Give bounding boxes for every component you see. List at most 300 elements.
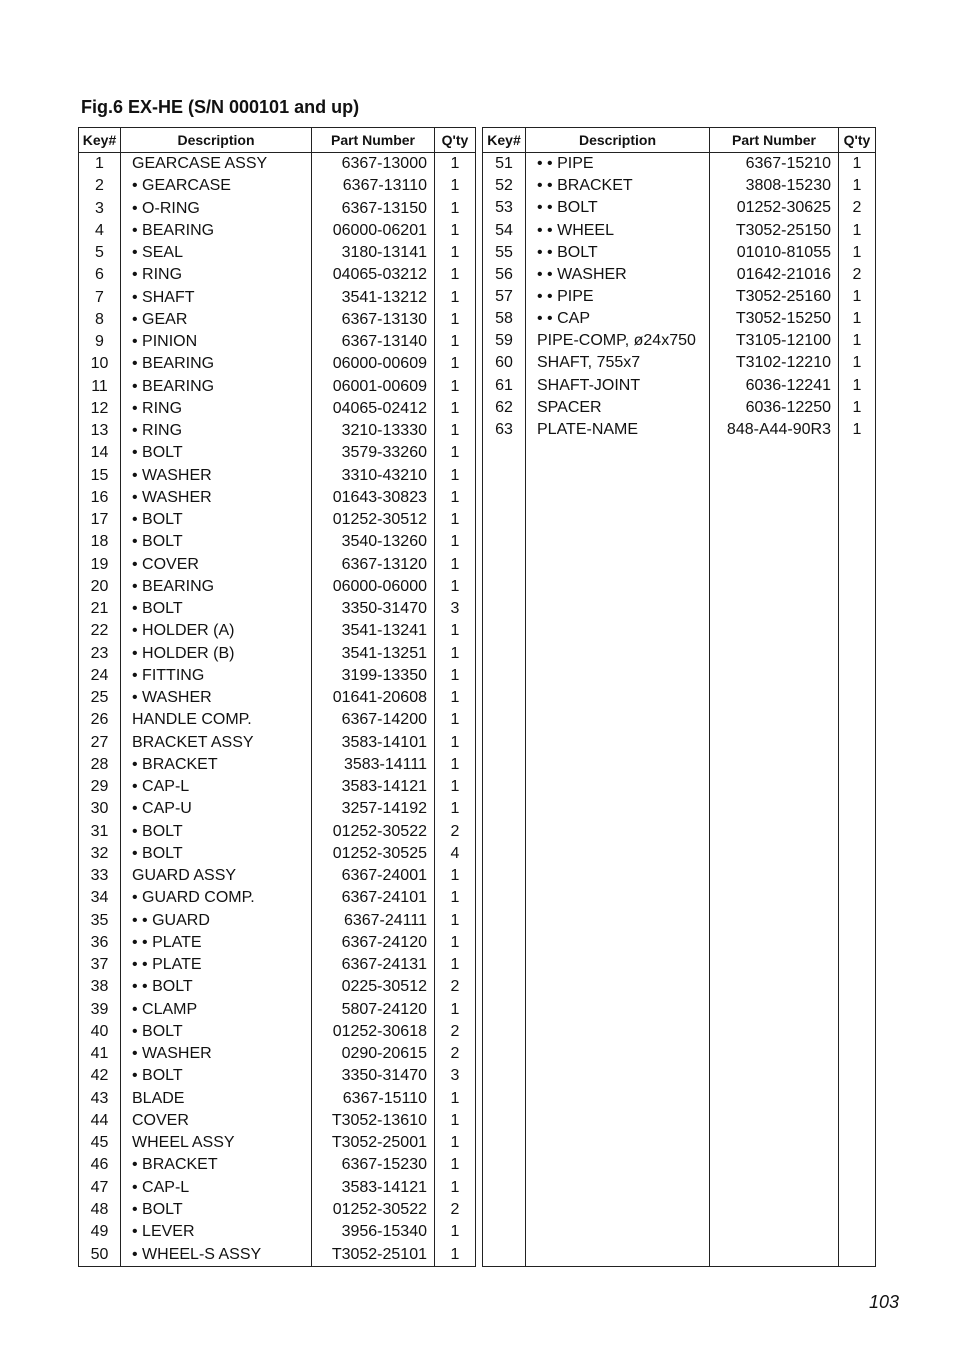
key-cell: 28 <box>79 754 121 776</box>
table-row <box>79 198 476 220</box>
part-number-cell: 0290-20615 <box>312 1043 435 1065</box>
key-cell: 58 <box>483 308 526 330</box>
description-cell: GUARD ASSY <box>121 865 312 887</box>
key-cell: 50 <box>79 1243 121 1266</box>
description-cell: • BOLT <box>121 1065 312 1087</box>
qty-cell: 2 <box>839 197 876 219</box>
description-cell: • • PLATE <box>121 954 312 976</box>
empty-filler-row <box>483 441 876 1266</box>
table-row <box>79 576 476 598</box>
part-number-cell: 848-A44-90R3 <box>710 419 839 441</box>
qty-cell: 1 <box>839 153 876 176</box>
key-cell: 53 <box>483 197 526 219</box>
key-cell: 17 <box>79 509 121 531</box>
table-row <box>79 687 476 709</box>
qty-cell: 1 <box>435 1243 476 1266</box>
part-number-cell: 3808-15230 <box>710 175 839 197</box>
key-cell: 1 <box>79 153 121 176</box>
part-number-cell: 6036-12241 <box>710 375 839 397</box>
table-row <box>79 1110 476 1132</box>
key-cell: 7 <box>79 287 121 309</box>
table-row <box>79 598 476 620</box>
part-number-cell: 3583-14111 <box>312 754 435 776</box>
parts-table-left <box>78 127 476 1267</box>
part-number-cell: 06000-06201 <box>312 220 435 242</box>
header-part-number: Part Number <box>312 128 435 153</box>
table-row <box>79 732 476 754</box>
key-cell: 5 <box>79 242 121 264</box>
part-number-cell: 01252-30512 <box>312 509 435 531</box>
part-number-cell: 6367-13120 <box>312 554 435 576</box>
qty-cell: 1 <box>435 620 476 642</box>
key-cell: 49 <box>79 1221 121 1243</box>
key-cell: 15 <box>79 465 121 487</box>
qty-cell: 1 <box>839 219 876 241</box>
qty-cell: 1 <box>435 665 476 687</box>
part-number-cell: 6367-24131 <box>312 954 435 976</box>
key-cell: 24 <box>79 665 121 687</box>
description-cell: • BOLT <box>121 509 312 531</box>
description-cell: • BEARING <box>121 576 312 598</box>
description-cell: BLADE <box>121 1088 312 1110</box>
part-number-cell: 3210-13330 <box>312 420 435 442</box>
description-cell: • • GUARD <box>121 910 312 932</box>
table-row <box>79 531 476 553</box>
qty-cell: 1 <box>839 330 876 352</box>
description-cell: COVER <box>121 1110 312 1132</box>
table-row <box>79 242 476 264</box>
key-cell: 55 <box>483 242 526 264</box>
table-row <box>79 754 476 776</box>
part-number-cell: 01252-30618 <box>312 1021 435 1043</box>
part-number-cell: 3199-13350 <box>312 665 435 687</box>
description-cell: SHAFT-JOINT <box>526 375 710 397</box>
header-key: Key# <box>79 128 121 153</box>
key-cell: 47 <box>79 1177 121 1199</box>
key-cell: 8 <box>79 309 121 331</box>
key-cell: 41 <box>79 1043 121 1065</box>
table-row <box>79 843 476 865</box>
part-number-cell: 01641-20608 <box>312 687 435 709</box>
part-number-cell: 01643-30823 <box>312 487 435 509</box>
part-number-cell: 3350-31470 <box>312 1065 435 1087</box>
qty-cell: 1 <box>435 1221 476 1243</box>
qty-cell: 1 <box>435 398 476 420</box>
key-cell: 61 <box>483 375 526 397</box>
qty-cell: 1 <box>435 309 476 331</box>
description-cell: • WHEEL-S ASSY <box>121 1243 312 1266</box>
key-cell: 33 <box>79 865 121 887</box>
part-number-cell: 01252-30525 <box>312 843 435 865</box>
description-cell: • WASHER <box>121 1043 312 1065</box>
part-number-cell: 3579-33260 <box>312 442 435 464</box>
key-cell: 4 <box>79 220 121 242</box>
part-number-cell: 01252-30625 <box>710 197 839 219</box>
table-row <box>79 1177 476 1199</box>
qty-cell: 3 <box>435 1065 476 1087</box>
qty-cell: 4 <box>435 843 476 865</box>
part-number-cell: T3105-12100 <box>710 330 839 352</box>
table-row <box>79 954 476 976</box>
key-cell: 62 <box>483 397 526 419</box>
key-cell: 19 <box>79 554 121 576</box>
description-cell: • BEARING <box>121 376 312 398</box>
part-number-cell: 6367-13000 <box>312 153 435 176</box>
key-cell: 18 <box>79 531 121 553</box>
qty-cell: 1 <box>839 419 876 441</box>
qty-cell: 1 <box>435 999 476 1021</box>
qty-cell: 1 <box>435 353 476 375</box>
table-row <box>79 620 476 642</box>
table-row <box>79 999 476 1021</box>
description-cell: • BOLT <box>121 843 312 865</box>
description-cell: PIPE-COMP, ø24x750 <box>526 330 710 352</box>
key-cell: 59 <box>483 330 526 352</box>
key-cell: 54 <box>483 219 526 241</box>
empty-cell <box>710 441 839 1266</box>
qty-cell: 1 <box>435 153 476 176</box>
key-cell: 42 <box>79 1065 121 1087</box>
description-cell: • BOLT <box>121 1199 312 1221</box>
description-cell: • BOLT <box>121 1021 312 1043</box>
description-cell: BRACKET ASSY <box>121 732 312 754</box>
qty-cell: 1 <box>435 954 476 976</box>
part-number-cell: 6367-15230 <box>312 1154 435 1176</box>
description-cell: • COVER <box>121 554 312 576</box>
key-cell: 48 <box>79 1199 121 1221</box>
key-cell: 46 <box>79 1154 121 1176</box>
table-row <box>79 509 476 531</box>
header-part-number: Part Number <box>710 128 839 153</box>
part-number-cell: 6367-13130 <box>312 309 435 331</box>
qty-cell: 2 <box>435 1021 476 1043</box>
part-number-cell: T3102-12210 <box>710 352 839 374</box>
key-cell: 60 <box>483 352 526 374</box>
qty-cell: 1 <box>435 1132 476 1154</box>
table-row <box>79 442 476 464</box>
key-cell: 6 <box>79 264 121 286</box>
key-cell: 31 <box>79 821 121 843</box>
key-cell: 44 <box>79 1110 121 1132</box>
part-number-cell: 04065-03212 <box>312 264 435 286</box>
table-row <box>483 264 876 286</box>
description-cell: • • BOLT <box>121 976 312 998</box>
qty-cell: 1 <box>435 554 476 576</box>
description-cell: • GEAR <box>121 309 312 331</box>
description-cell: PLATE-NAME <box>526 419 710 441</box>
empty-cell <box>839 441 876 1266</box>
qty-cell: 1 <box>839 397 876 419</box>
qty-cell: 1 <box>435 732 476 754</box>
qty-cell: 1 <box>435 910 476 932</box>
table-row <box>79 910 476 932</box>
part-number-cell: 6367-13140 <box>312 331 435 353</box>
table-row <box>483 197 876 219</box>
description-cell: • HOLDER (A) <box>121 620 312 642</box>
part-number-cell: 5807-24120 <box>312 999 435 1021</box>
part-number-cell: 6367-24101 <box>312 887 435 909</box>
qty-cell: 1 <box>435 1177 476 1199</box>
parts-table-right <box>482 127 876 1267</box>
page-number: 103 <box>869 1292 900 1312</box>
qty-cell: 1 <box>435 376 476 398</box>
description-cell: • BRACKET <box>121 1154 312 1176</box>
key-cell: 20 <box>79 576 121 598</box>
description-cell: • CLAMP <box>121 999 312 1021</box>
description-cell: SHAFT, 755x7 <box>526 352 710 374</box>
empty-cell <box>526 441 710 1266</box>
table-row <box>79 887 476 909</box>
description-cell: • BRACKET <box>121 754 312 776</box>
table-row <box>79 1088 476 1110</box>
part-number-cell: 01642-21016 <box>710 264 839 286</box>
description-cell: • • CAP <box>526 308 710 330</box>
key-cell: 21 <box>79 598 121 620</box>
part-number-cell: 3583-14101 <box>312 732 435 754</box>
key-cell: 34 <box>79 887 121 909</box>
qty-cell: 1 <box>435 198 476 220</box>
description-cell: • FITTING <box>121 665 312 687</box>
qty-cell: 1 <box>435 932 476 954</box>
table-row <box>79 554 476 576</box>
table-row <box>483 330 876 352</box>
qty-cell: 1 <box>435 287 476 309</box>
header-description: Description <box>121 128 312 153</box>
part-number-cell: 6367-13110 <box>312 175 435 197</box>
description-cell: • • WHEEL <box>526 219 710 241</box>
part-number-cell: 3583-14121 <box>312 1177 435 1199</box>
description-cell: • SEAL <box>121 242 312 264</box>
key-cell: 30 <box>79 798 121 820</box>
part-number-cell: T3052-15250 <box>710 308 839 330</box>
table-row <box>79 287 476 309</box>
description-cell: • BEARING <box>121 353 312 375</box>
description-cell: • • PLATE <box>121 932 312 954</box>
key-cell: 39 <box>79 999 121 1021</box>
table-row <box>79 1021 476 1043</box>
part-number-cell: 3540-13260 <box>312 531 435 553</box>
table-row <box>79 643 476 665</box>
table-row <box>483 286 876 308</box>
table-row <box>79 821 476 843</box>
table-row <box>79 865 476 887</box>
table-row <box>79 798 476 820</box>
key-cell: 37 <box>79 954 121 976</box>
table-row <box>79 1132 476 1154</box>
qty-cell: 1 <box>435 776 476 798</box>
table-row <box>79 1199 476 1221</box>
key-cell: 27 <box>79 732 121 754</box>
description-cell: • • BOLT <box>526 197 710 219</box>
part-number-cell: 6036-12250 <box>710 397 839 419</box>
key-cell: 40 <box>79 1021 121 1043</box>
table-row <box>79 1065 476 1087</box>
key-cell: 57 <box>483 286 526 308</box>
table-row <box>483 352 876 374</box>
qty-cell: 1 <box>435 509 476 531</box>
description-cell: GEARCASE ASSY <box>121 153 312 176</box>
part-number-cell: 3350-31470 <box>312 598 435 620</box>
description-cell: • BOLT <box>121 442 312 464</box>
description-cell: • GEARCASE <box>121 175 312 197</box>
header-row <box>483 128 876 153</box>
key-cell: 63 <box>483 419 526 441</box>
table-row <box>483 375 876 397</box>
description-cell: • BOLT <box>121 598 312 620</box>
description-cell: • • PIPE <box>526 286 710 308</box>
qty-cell: 1 <box>839 308 876 330</box>
part-number-cell: T3052-13610 <box>312 1110 435 1132</box>
qty-cell: 2 <box>435 1043 476 1065</box>
table-row <box>79 376 476 398</box>
key-cell: 3 <box>79 198 121 220</box>
empty-cell <box>483 441 526 1266</box>
part-number-cell: T3052-25101 <box>312 1243 435 1266</box>
qty-cell: 2 <box>435 821 476 843</box>
qty-cell: 1 <box>435 576 476 598</box>
description-cell: • • BRACKET <box>526 175 710 197</box>
qty-cell: 1 <box>435 531 476 553</box>
table-row <box>79 153 476 176</box>
header-row <box>79 128 476 153</box>
key-cell: 43 <box>79 1088 121 1110</box>
part-number-cell: 3257-14192 <box>312 798 435 820</box>
header-qty: Q'ty <box>435 128 476 153</box>
qty-cell: 1 <box>435 887 476 909</box>
header-key: Key# <box>483 128 526 153</box>
qty-cell: 1 <box>435 487 476 509</box>
qty-cell: 1 <box>435 442 476 464</box>
table-row <box>79 1043 476 1065</box>
part-number-cell: 6367-15110 <box>312 1088 435 1110</box>
qty-cell: 1 <box>435 754 476 776</box>
qty-cell: 1 <box>435 865 476 887</box>
table-row <box>483 219 876 241</box>
part-number-cell: 3541-13212 <box>312 287 435 309</box>
qty-cell: 1 <box>435 175 476 197</box>
part-number-cell: 6367-14200 <box>312 709 435 731</box>
description-cell: • WASHER <box>121 687 312 709</box>
qty-cell: 1 <box>839 286 876 308</box>
part-number-cell: 3541-13251 <box>312 643 435 665</box>
description-cell: • CAP-U <box>121 798 312 820</box>
part-number-cell: 3180-13141 <box>312 242 435 264</box>
key-cell: 12 <box>79 398 121 420</box>
part-number-cell: T3052-25001 <box>312 1132 435 1154</box>
qty-cell: 3 <box>435 598 476 620</box>
key-cell: 14 <box>79 442 121 464</box>
part-number-cell: 01010-81055 <box>710 242 839 264</box>
table-row <box>79 220 476 242</box>
table-row <box>79 1243 476 1266</box>
key-cell: 26 <box>79 709 121 731</box>
table-row <box>79 487 476 509</box>
qty-cell: 2 <box>839 264 876 286</box>
part-number-cell: 04065-02412 <box>312 398 435 420</box>
header-description: Description <box>526 128 710 153</box>
description-cell: • O-RING <box>121 198 312 220</box>
part-number-cell: 3310-43210 <box>312 465 435 487</box>
table-row <box>79 264 476 286</box>
table-row <box>79 1154 476 1176</box>
key-cell: 36 <box>79 932 121 954</box>
table-row <box>79 353 476 375</box>
description-cell: • WASHER <box>121 465 312 487</box>
part-number-cell: 06001-00609 <box>312 376 435 398</box>
part-number-cell: 6367-24111 <box>312 910 435 932</box>
part-number-cell: T3052-25150 <box>710 219 839 241</box>
table-row <box>79 932 476 954</box>
qty-cell: 1 <box>435 220 476 242</box>
description-cell: • RING <box>121 264 312 286</box>
table-row <box>79 331 476 353</box>
key-cell: 23 <box>79 643 121 665</box>
description-cell: HANDLE COMP. <box>121 709 312 731</box>
qty-cell: 2 <box>435 1199 476 1221</box>
description-cell: • RING <box>121 398 312 420</box>
key-cell: 22 <box>79 620 121 642</box>
qty-cell: 1 <box>435 242 476 264</box>
qty-cell: 1 <box>839 175 876 197</box>
key-cell: 13 <box>79 420 121 442</box>
description-cell: • • WASHER <box>526 264 710 286</box>
part-number-cell: T3052-25160 <box>710 286 839 308</box>
part-number-cell: 6367-24120 <box>312 932 435 954</box>
table-row <box>483 397 876 419</box>
description-cell: • BOLT <box>121 821 312 843</box>
table-row <box>483 153 876 176</box>
qty-cell: 1 <box>435 1110 476 1132</box>
description-cell: • BOLT <box>121 531 312 553</box>
table-row <box>79 398 476 420</box>
key-cell: 11 <box>79 376 121 398</box>
description-cell: • HOLDER (B) <box>121 643 312 665</box>
description-cell: • GUARD COMP. <box>121 887 312 909</box>
header-qty: Q'ty <box>839 128 876 153</box>
table-row <box>483 419 876 441</box>
qty-cell: 2 <box>435 976 476 998</box>
description-cell: • WASHER <box>121 487 312 509</box>
part-number-cell: 01252-30522 <box>312 821 435 843</box>
table-row <box>483 242 876 264</box>
part-number-cell: 0225-30512 <box>312 976 435 998</box>
qty-cell: 1 <box>839 375 876 397</box>
key-cell: 16 <box>79 487 121 509</box>
description-cell: • CAP-L <box>121 776 312 798</box>
description-cell: • PINION <box>121 331 312 353</box>
table-row <box>483 175 876 197</box>
table-row <box>79 465 476 487</box>
qty-cell: 1 <box>435 643 476 665</box>
table-row <box>79 776 476 798</box>
description-cell: • BEARING <box>121 220 312 242</box>
description-cell: • RING <box>121 420 312 442</box>
part-number-cell: 6367-15210 <box>710 153 839 176</box>
page-title: Fig.6 EX-HE (S/N 000101 and up) <box>81 97 360 117</box>
key-cell: 9 <box>79 331 121 353</box>
qty-cell: 1 <box>435 687 476 709</box>
part-number-cell: 06000-00609 <box>312 353 435 375</box>
key-cell: 56 <box>483 264 526 286</box>
key-cell: 45 <box>79 1132 121 1154</box>
part-number-cell: 3541-13241 <box>312 620 435 642</box>
table-row <box>79 1221 476 1243</box>
table-row <box>483 308 876 330</box>
description-cell: SPACER <box>526 397 710 419</box>
qty-cell: 1 <box>435 709 476 731</box>
part-number-cell: 01252-30522 <box>312 1199 435 1221</box>
table-row <box>79 976 476 998</box>
